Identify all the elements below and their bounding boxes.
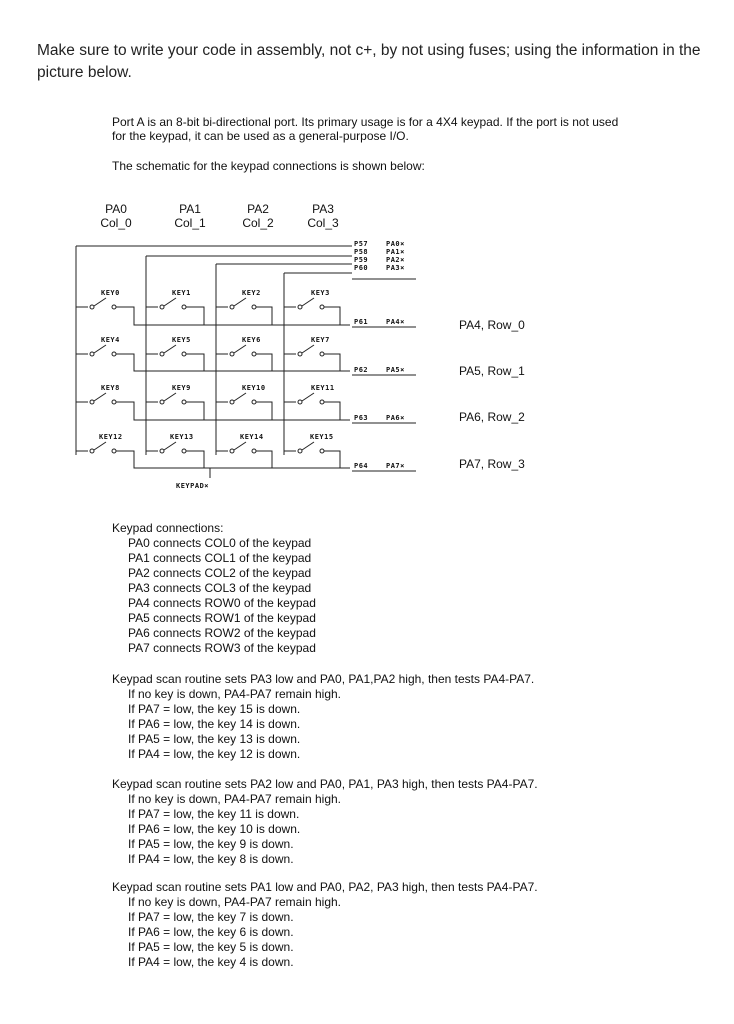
intro-paragraph: Port A is an 8-bit bi-directional port. Its primary usage is for a 4X4 keypad. If the port is not used for the keypad, it can be used as a general-purpose I/O. <box>112 115 619 143</box>
header-pin-3: P60 <box>354 264 369 272</box>
scan-routine-pa1 <box>112 880 538 970</box>
keypad-label: KEYPAD× <box>176 482 210 490</box>
key-label-5: KEY5 <box>172 336 191 344</box>
key-label-11: KEY11 <box>311 384 335 392</box>
scan-routine-pa3 <box>112 672 534 762</box>
header-pin-1: P58 <box>354 248 369 256</box>
scan-line: If PA4 = low, the key 4 is down. <box>128 955 294 969</box>
key-label-4: KEY4 <box>101 336 120 344</box>
scan-title: Keypad scan routine sets PA1 low and PA0, PA2, PA3 high, then tests PA4-PA7. <box>112 880 538 894</box>
row-port-1: PA5× <box>386 366 405 374</box>
key-label-8: KEY8 <box>101 384 120 392</box>
key-switch-13 <box>146 442 204 468</box>
scan-line: If PA4 = low, the key 12 is down. <box>128 747 301 761</box>
scan-line: If no key is down, PA4-PA7 remain high. <box>128 895 341 909</box>
row-pin-2: P63 <box>354 414 369 422</box>
key-switch-15 <box>284 442 340 468</box>
key-switch-8 <box>76 393 140 420</box>
row-label-2: PA6, Row_2 <box>459 410 525 424</box>
scan-title: Keypad scan routine sets PA2 low and PA0, PA1, PA3 high, then tests PA4-PA7. <box>112 777 538 791</box>
scan-line: If PA7 = low, the key 15 is down. <box>128 702 301 716</box>
row-pin-1: P62 <box>354 366 369 374</box>
scan-line: If PA5 = low, the key 13 is down. <box>128 732 301 746</box>
scan-routine-pa2 <box>112 777 538 867</box>
connection-line: PA3 connects COL3 of the keypad <box>128 581 312 595</box>
header-port-0: PA0× <box>386 240 405 248</box>
column-name: Col_1 <box>174 216 206 230</box>
key-label-7: KEY7 <box>311 336 330 344</box>
key-switch-6 <box>216 345 272 371</box>
connections-title: Keypad connections: <box>112 521 224 535</box>
key-switch-0 <box>76 298 140 325</box>
key-label-15: KEY15 <box>310 433 334 441</box>
scan-line: If PA4 = low, the key 8 is down. <box>128 852 294 866</box>
scan-line: If no key is down, PA4-PA7 remain high. <box>128 687 341 701</box>
key-switch-7 <box>284 345 340 371</box>
connection-line: PA7 connects ROW3 of the keypad <box>128 641 316 655</box>
header-pin-2: P59 <box>354 256 369 264</box>
row-port-3: PA7× <box>386 462 405 470</box>
connection-line: PA2 connects COL2 of the keypad <box>128 566 312 580</box>
connection-line: PA6 connects ROW2 of the keypad <box>128 626 316 640</box>
key-switch-4 <box>76 345 140 371</box>
scan-line: If no key is down, PA4-PA7 remain high. <box>128 792 341 806</box>
row-pin-0: P61 <box>354 318 369 326</box>
schematic-caption: The schematic for the keypad connections is shown below: <box>112 159 425 173</box>
column-pin: PA2 <box>247 202 269 216</box>
key-label-2: KEY2 <box>242 289 261 297</box>
key-switch-5 <box>146 345 204 371</box>
key-label-6: KEY6 <box>242 336 261 344</box>
scan-line: If PA5 = low, the key 5 is down. <box>128 940 294 954</box>
column-pin: PA0 <box>105 202 127 216</box>
scan-line: If PA6 = low, the key 6 is down. <box>128 925 294 939</box>
column-name: Col_2 <box>242 216 274 230</box>
key-switch-1 <box>146 298 204 325</box>
key-switch-2 <box>216 298 272 325</box>
key-label-1: KEY1 <box>172 289 191 297</box>
question-text: Make sure to write your code in assembly, not c+, by not using fuses; using the information in the picture below. <box>37 42 701 81</box>
column-name: Col_0 <box>100 216 132 230</box>
key-switch-14 <box>216 442 272 468</box>
column-pin: PA3 <box>312 202 334 216</box>
header-port-2: PA2× <box>386 256 405 264</box>
scan-line: If PA6 = low, the key 10 is down. <box>128 822 301 836</box>
header-pin-0: P57 <box>354 240 369 248</box>
connection-line: PA4 connects ROW0 of the keypad <box>128 596 316 610</box>
key-switch-12 <box>76 442 140 468</box>
header-port-1: PA1× <box>386 248 405 256</box>
connection-line: PA5 connects ROW1 of the keypad <box>128 611 316 625</box>
keypad-connections <box>112 521 316 656</box>
scan-line: If PA7 = low, the key 7 is down. <box>128 910 294 924</box>
key-switch-3 <box>284 298 340 325</box>
key-switch-11 <box>284 393 340 420</box>
scan-title: Keypad scan routine sets PA3 low and PA0, PA1,PA2 high, then tests PA4-PA7. <box>112 672 535 686</box>
column-name: Col_3 <box>307 216 339 230</box>
row-label-3: PA7, Row_3 <box>459 457 525 471</box>
key-label-12: KEY12 <box>99 433 123 441</box>
key-label-10: KEY10 <box>242 384 266 392</box>
row-port-2: PA6× <box>386 414 405 422</box>
row-pin-3: P64 <box>354 462 369 470</box>
key-label-14: KEY14 <box>240 433 264 441</box>
row-label-1: PA5, Row_1 <box>459 364 525 378</box>
key-switch-10 <box>216 393 272 420</box>
header-port-3: PA3× <box>386 264 405 272</box>
key-label-13: KEY13 <box>170 433 194 441</box>
row-label-0: PA4, Row_0 <box>459 318 525 332</box>
scan-line: If PA6 = low, the key 14 is down. <box>128 717 301 731</box>
key-label-0: KEY0 <box>101 289 120 297</box>
scan-line: If PA5 = low, the key 9 is down. <box>128 837 294 851</box>
column-pin: PA1 <box>179 202 201 216</box>
key-label-3: KEY3 <box>311 289 330 297</box>
key-label-9: KEY9 <box>172 384 191 392</box>
connection-line: PA1 connects COL1 of the keypad <box>128 551 312 565</box>
key-switch-9 <box>146 393 204 420</box>
row-port-0: PA4× <box>386 318 405 326</box>
connection-line: PA0 connects COL0 of the keypad <box>128 536 312 550</box>
scan-line: If PA7 = low, the key 11 is down. <box>128 807 300 821</box>
